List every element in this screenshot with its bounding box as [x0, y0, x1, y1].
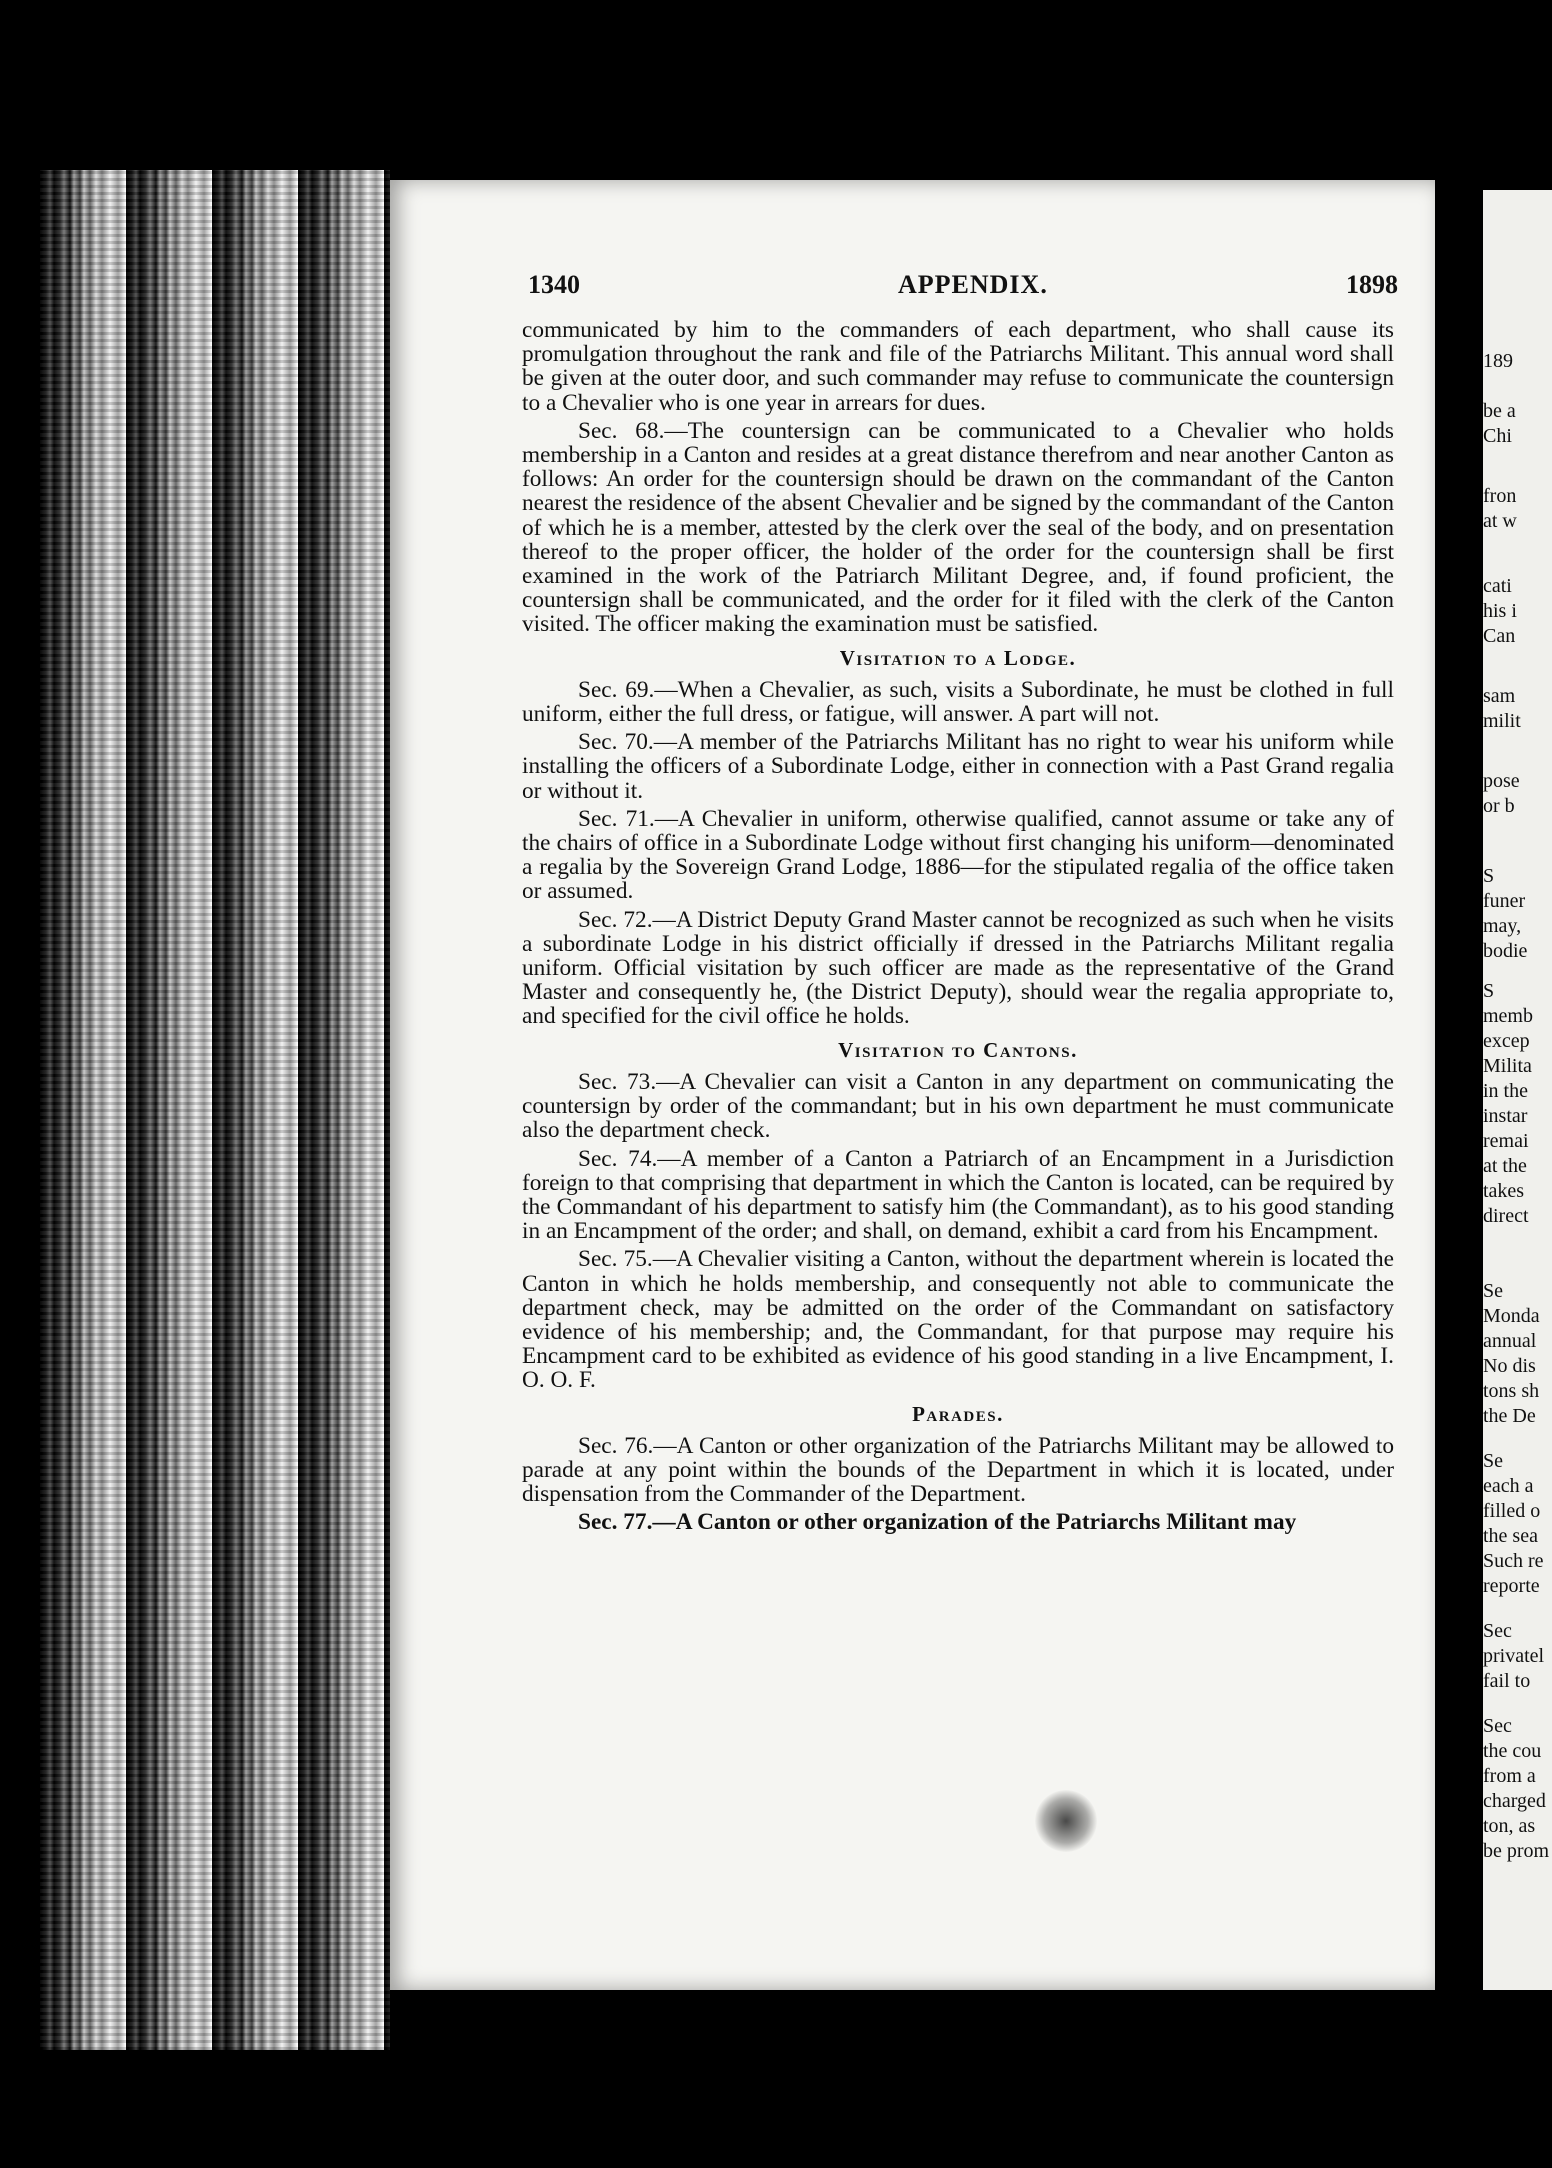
facing-page-line: or b [1483, 795, 1515, 817]
facing-page-line: milit [1483, 710, 1521, 732]
facing-page-line: annual [1483, 1330, 1537, 1352]
continued-paragraph: communicated by him to the commanders of each department, who shall cause its promulgation throughout the rank and file of the Patriarchs Militant. This annual word shall be given at the outer door, and such commander may refuse to communicate the countersign to a Chevalier who is one year in arrears for dues. [522, 317, 1394, 416]
facing-page-line: Monda [1483, 1305, 1540, 1327]
facing-page-line: pose [1483, 770, 1520, 792]
facing-page-line: No dis [1483, 1355, 1536, 1377]
facing-page-line: the sea [1483, 1525, 1538, 1547]
facing-page-line: in the [1483, 1080, 1528, 1102]
section-76: Sec. 76.—A Canton or other organization of the Patriarchs Militant may be allowed to parade at any point within the bounds of the Department in which it is located, under dispensation from the Commander of the Department. [522, 1432, 1394, 1508]
facing-page-line: cati [1483, 575, 1512, 597]
facing-page-line: Milita [1483, 1055, 1532, 1077]
facing-page-line: Sec [1483, 1715, 1512, 1737]
section-77: Sec. 77.—A Canton or other organization of the Patriarchs Militant may [578, 1509, 1297, 1536]
section-75: Sec. 75.—A Chevalier visiting a Canton, without the department wherein is located the Canton in which he holds membership, and consequently not able to communicate the department check, may be admitted on the order of the Commandant on satisfactory evidence of his membership; and, the Commandant, for that purpose may require his Encampment card to be exhibited as evidence of his good standing in a live Encampment, I. O. O. F. [522, 1246, 1394, 1394]
facing-page-line: from a [1483, 1765, 1536, 1787]
facing-page-line: at the [1483, 1155, 1527, 1177]
facing-page-line: fail to [1483, 1670, 1531, 1692]
facing-page-fragment [1483, 190, 1552, 1990]
heading-visitation-lodge: Visitation to a Lodge. [839, 645, 1077, 670]
facing-page-line: Sec [1483, 1620, 1512, 1642]
facing-page-line: at w [1483, 510, 1517, 532]
section-69: Sec. 69.—When a Chevalier, as such, visits a Subordinate, he must be clothed in full uniform, either the full dress, or fatigue, will answer. A part will not. [522, 676, 1394, 728]
facing-page-line: 189 [1483, 350, 1513, 372]
heading-visitation-cantons: Visitation to Cantons. [838, 1037, 1078, 1062]
section-68: Sec. 68.—The countersign can be communicated to a Chevalier who holds membership in a Canton and resides at a great distance therefrom and near another Canton as follows: An order for the countersign should be drawn on the commandant of the Canton nearest the residence of the absent Chevalier and be signed by the commandant of the Canton of which he is a member, attested by the clerk over the seal of the body, and on presentation thereof to the proper officer, the holder of the order for the countersign shall be first examined in the work of the Patriarch Militant Degree, and, if found proficient, the countersign shall be communicated, and the order for it filed with the clerk of the Canton visited. The officer making the examination must be satisfied. [522, 417, 1394, 638]
section-70: Sec. 70.—A member of the Patriarchs Militant has no right to wear his uniform while installing the officers of a Subordinate Lodge, either in connection with a Past Grand regalia or without it. [522, 729, 1394, 804]
facing-page-line: tons sh [1483, 1380, 1540, 1402]
facing-page-line: takes [1483, 1180, 1525, 1202]
facing-page-line: remai [1483, 1130, 1529, 1152]
facing-page-line: be a [1483, 400, 1516, 422]
facing-page-line: Se [1483, 1280, 1503, 1302]
facing-page-line: his i [1483, 600, 1517, 622]
page-number-left: 1340 [528, 270, 580, 299]
facing-page-line: direct [1483, 1205, 1529, 1227]
ink-blot [1035, 1790, 1097, 1852]
facing-page-line: funer [1483, 890, 1526, 912]
facing-page-line: Can [1483, 625, 1516, 647]
facing-page-line: instar [1483, 1105, 1528, 1127]
facing-page-line: the cou [1483, 1740, 1542, 1762]
section-72: Sec. 72.—A District Deputy Grand Master cannot be recognized as such when he visits a subordinate Lodge in his district officially if dressed in the Patriarchs Militant regalia uniform. Official visitation by such officer are made as the representative of the Grand Master and consequently he, (the District Deputy), should wear the regalia appropriate to, and specified for the civil office he holds. [522, 906, 1394, 1030]
facing-page-line: each a [1483, 1475, 1534, 1497]
facing-page-line: privatel [1483, 1645, 1545, 1667]
facing-page-line: S [1483, 980, 1495, 1002]
facing-page-line: charged [1483, 1790, 1546, 1812]
facing-page-line: sam [1483, 685, 1516, 707]
facing-page-line: filled o [1483, 1500, 1541, 1522]
book-page-edges [40, 170, 390, 2050]
page-number-right: 1898 [1346, 270, 1398, 299]
page-title: APPENDIX. [898, 270, 1048, 299]
facing-page-line: Such re [1483, 1550, 1544, 1572]
facing-page-line: Se [1483, 1450, 1503, 1472]
facing-page-line: the De [1483, 1405, 1536, 1427]
facing-page-line: may, [1483, 915, 1522, 937]
facing-page-line: S [1483, 865, 1495, 887]
facing-page-line: reporte [1483, 1575, 1540, 1597]
facing-page-line: bodie [1483, 940, 1528, 962]
running-header [528, 270, 1398, 310]
page-body [522, 318, 1394, 1535]
facing-page-line: excep [1483, 1030, 1530, 1052]
facing-page-line: Chi [1483, 425, 1512, 447]
section-71: Sec. 71.—A Chevalier in uniform, otherwise qualified, cannot assume or take any of the chairs of office in a Subordinate Lodge without first changing his uniform—denominated a regalia by the Sovereign Grand Lodge, 1886—for the stipulated regalia of the office taken or assumed. [522, 805, 1394, 905]
heading-parades: Parades. [912, 1401, 1004, 1426]
facing-page-line: ton, as [1483, 1815, 1536, 1837]
facing-page-line: fron [1483, 485, 1517, 507]
section-74: Sec. 74.—A member of a Canton a Patriarch of an Encampment in a Jurisdiction foreign to that comprising that department in which the Canton is located, can be required by the Commandant of his department to satisfy him (the Commandant), as to his good standing in an Encampment of the order; and shall, on demand, exhibit a card from his Encampment. [522, 1145, 1394, 1245]
section-73: Sec. 73.—A Chevalier can visit a Canton in any department on communicating the countersign by order of the commandant; but in his own department he must communicate also the department check. [522, 1068, 1394, 1144]
facing-page-line: be prom [1483, 1840, 1550, 1862]
facing-page-line: memb [1483, 1005, 1533, 1027]
